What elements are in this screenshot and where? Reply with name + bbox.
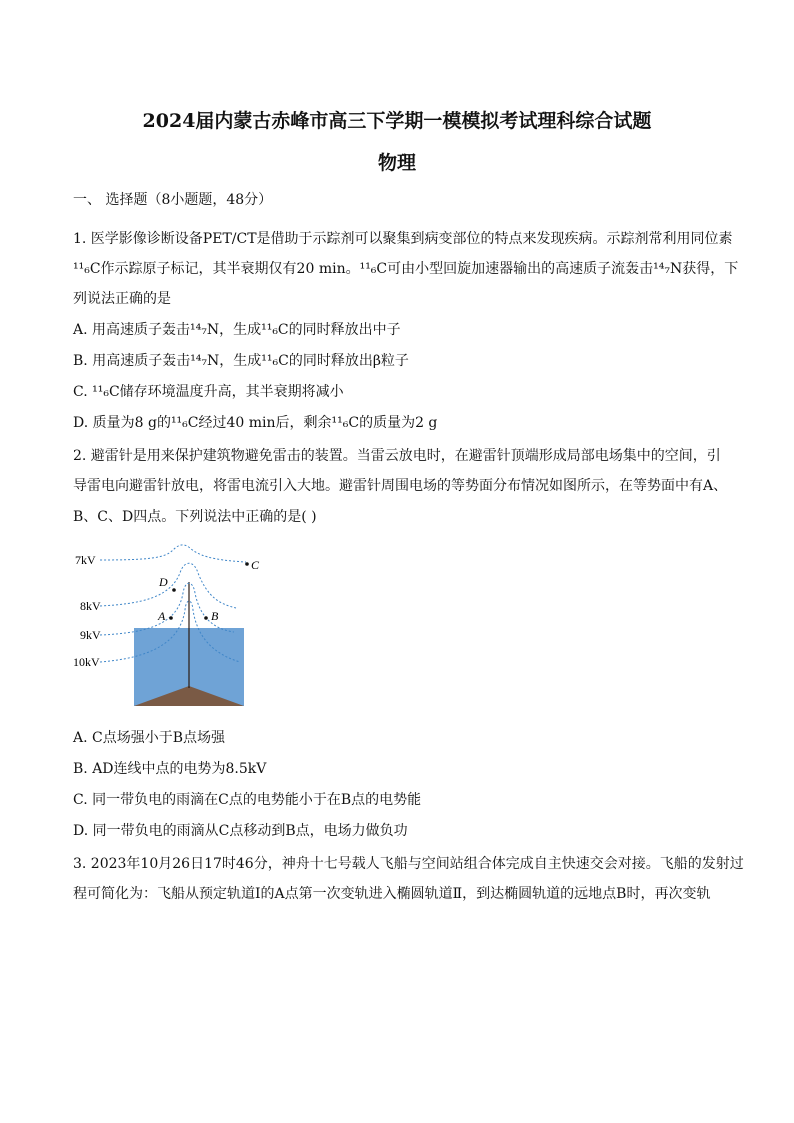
q2-option-b: B. AD连线中点的电势为8.5kV — [73, 761, 267, 777]
point-c — [245, 562, 249, 566]
q2-option-d: D. 同一带负电的雨滴从C点移动到B点，电场力做负功 — [73, 823, 408, 839]
exam-subject: 物理 — [377, 152, 416, 174]
lightning-rod-figure — [70, 538, 270, 708]
point-d — [172, 588, 176, 592]
label-9kv: 9kV — [80, 628, 101, 642]
q1-option-a: A. 用高速质子轰击¹⁴₇N，生成¹¹₆C的同时释放出中子 — [73, 322, 401, 338]
point-b — [204, 616, 208, 620]
q2-option-a: A. C点场强小于B点场强 — [73, 730, 226, 746]
exam-title: 2024届内蒙古赤峰市高三下学期一模模拟考试理科综合试题 — [142, 110, 652, 132]
label-d: D — [159, 575, 168, 589]
q1-stem-line-2: ¹¹₆C作示踪原子标记，其半衰期仅有20 min。¹¹₆C可由小型回旋加速器输出的高速质子流轰击¹⁴₇N获得，下 — [73, 261, 739, 277]
q1-stem-line-1: 1. 医学影像诊断设备PET/CT是借助于示踪剂可以聚集到病变部位的特点来发现疾病。示踪剂常利用同位素 — [73, 231, 733, 247]
label-7kv: 7kV — [75, 553, 96, 567]
label-b: B — [211, 609, 219, 623]
q1-option-c: C. ¹¹₆C储存环境温度升高，其半衰期将减小 — [73, 384, 344, 400]
label-c: C — [251, 558, 260, 572]
q1-option-d: D. 质量为8 g的¹¹₆C经过40 min后，剩余¹¹₆C的质量为2 g — [73, 415, 438, 431]
equipotential-7kv — [100, 545, 246, 562]
q3-stem-line-1: 3. 2023年10月26日17时46分，神舟十七号载人飞船与空间站组合体完成自主快速交会对接。飞船的发射过 — [73, 856, 744, 872]
point-a — [169, 616, 173, 620]
q2-stem-line-3: B、C、D四点。下列说法中正确的是( ) — [73, 509, 317, 525]
label-10kv: 10kV — [73, 655, 100, 669]
q2-stem-line-1: 2. 避雷针是用来保护建筑物避免雷击的装置。当雷云放电时，在避雷针顶端形成局部电场集中的空间，引 — [73, 448, 721, 464]
label-8kv: 8kV — [80, 599, 101, 613]
q1-stem-line-3: 列说法正确的是 — [73, 291, 171, 307]
section-heading: 一、 选择题（8小题题，48分） — [73, 192, 273, 208]
q2-stem-line-2: 导雷电向避雷针放电，将雷电流引入大地。避雷针周围电场的等势面分布情况如图所示，在等势面中有A、 — [73, 478, 728, 494]
q2-option-c: C. 同一带负电的雨滴在C点的电势能小于在B点的电势能 — [73, 792, 422, 808]
q3-stem-line-2: 程可简化为：飞船从预定轨道Ⅰ的A点第一次变轨进入椭圆轨道Ⅱ，到达椭圆轨道的远地点B时，再次变轨 — [73, 886, 711, 902]
equipotential-8kv — [100, 563, 236, 608]
label-a: A — [158, 609, 166, 623]
q1-option-b: B. 用高速质子轰击¹⁴₇N，生成¹¹₆C的同时释放出β粒子 — [73, 353, 409, 369]
